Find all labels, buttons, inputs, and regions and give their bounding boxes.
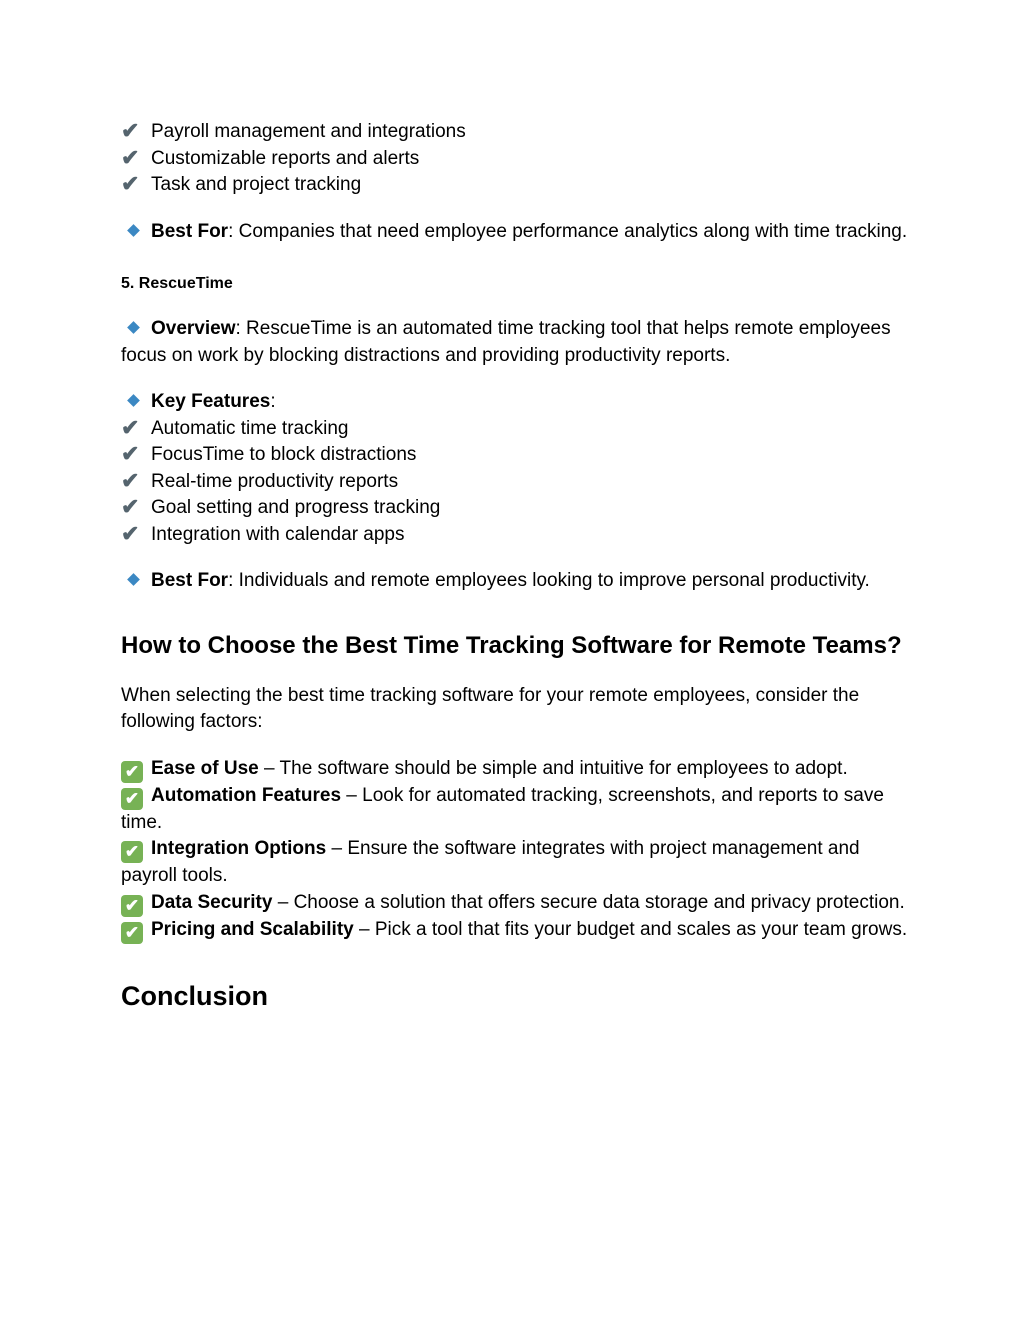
section-heading-rescuetime: 5. RescueTime (121, 275, 233, 292)
document-page (121, 119, 911, 1014)
feature-list-top (121, 119, 911, 199)
factor-item (121, 783, 911, 837)
list-item-text: FocusTime to block distractions (151, 444, 417, 465)
list-item (121, 442, 911, 469)
factor-text: – Pick a tool that fits your budget and scales as your team grows. (353, 918, 908, 940)
green-check-box-icon: ✔ (121, 895, 143, 917)
best-for-label: Best For (151, 570, 229, 591)
list-item-text: Payroll management and integrations (151, 121, 466, 142)
green-check-box-icon: ✔ (121, 788, 143, 810)
factor-label: Integration Options (151, 838, 327, 859)
check-mark-icon: ✔ (121, 144, 140, 170)
check-mark-icon: ✔ (121, 118, 140, 143)
list-item-text: Task and project tracking (151, 174, 362, 195)
factor-text: – Look for automated tracking, screenshots, and reports to save time. (121, 784, 884, 833)
list-item (121, 416, 911, 443)
list-item (121, 119, 911, 146)
blue-diamond-icon (127, 573, 140, 586)
overview-label: Overview (151, 318, 236, 339)
check-mark-icon: ✔ (121, 494, 140, 519)
key-features-block (121, 389, 911, 548)
overview-text: : RescueTime is an automated time tracking tool that helps remote employees focus on work by blocking distractions and providing productivity reports. (121, 318, 891, 366)
factor-text: – Ensure the software integrates with project management and payroll tools. (121, 838, 860, 886)
list-item-text: Integration with calendar apps (151, 523, 405, 545)
list-item (121, 469, 911, 496)
best-for-label: Best For (151, 220, 229, 242)
check-mark-icon: ✔ (121, 520, 140, 546)
overview-paragraph (121, 316, 911, 369)
intro-paragraph: When selecting the best time tracking software for your remote employees, consider the following factors: (121, 684, 860, 732)
blue-diamond-icon (127, 224, 140, 237)
key-features-colon: : (270, 391, 276, 412)
check-mark-icon: ✔ (121, 441, 140, 466)
green-check-box-icon: ✔ (121, 841, 143, 863)
list-item (121, 146, 911, 173)
section-heading-conclusion: Conclusion (121, 980, 268, 1011)
check-mark-icon: ✔ (121, 467, 140, 493)
list-item-text: Customizable reports and alerts (151, 147, 420, 169)
factor-label: Pricing and Scalability (151, 918, 354, 940)
green-check-box-icon: ✔ (121, 761, 143, 783)
factor-item (121, 836, 911, 890)
factor-label: Data Security (151, 891, 273, 913)
check-mark-icon: ✔ (121, 414, 140, 440)
factor-label: Automation Features (151, 784, 342, 806)
list-item (121, 522, 911, 549)
section-heading-how-to-choose: How to Choose the Best Time Tracking Software for Remote Teams? (121, 631, 902, 659)
best-for-text: : Individuals and remote employees looking to improve personal productivity. (228, 570, 870, 591)
list-item-text: Goal setting and progress tracking (151, 497, 441, 518)
factor-text: – Choose a solution that offers secure data storage and privacy protection. (272, 891, 905, 913)
list-item-text: Automatic time tracking (151, 417, 349, 439)
best-for-text: : Companies that need employee performance analytics along with time tracking. (228, 220, 908, 242)
factor-item (121, 917, 911, 944)
key-features-heading (121, 389, 911, 416)
list-item (121, 172, 911, 199)
best-for-paragraph (121, 219, 911, 246)
factors-list (121, 756, 911, 944)
key-features-label: Key Features (151, 391, 271, 412)
factor-item (121, 756, 911, 783)
list-item (121, 495, 911, 522)
blue-diamond-icon (127, 394, 140, 407)
factor-text: – The software should be simple and intuitive for employees to adopt. (258, 757, 848, 779)
factor-item (121, 890, 911, 917)
list-item-text: Real-time productivity reports (151, 470, 399, 492)
best-for-paragraph (121, 568, 911, 595)
check-mark-icon: ✔ (121, 171, 140, 196)
blue-diamond-icon (127, 321, 140, 334)
green-check-box-icon: ✔ (121, 922, 143, 944)
factor-label: Ease of Use (151, 757, 259, 779)
